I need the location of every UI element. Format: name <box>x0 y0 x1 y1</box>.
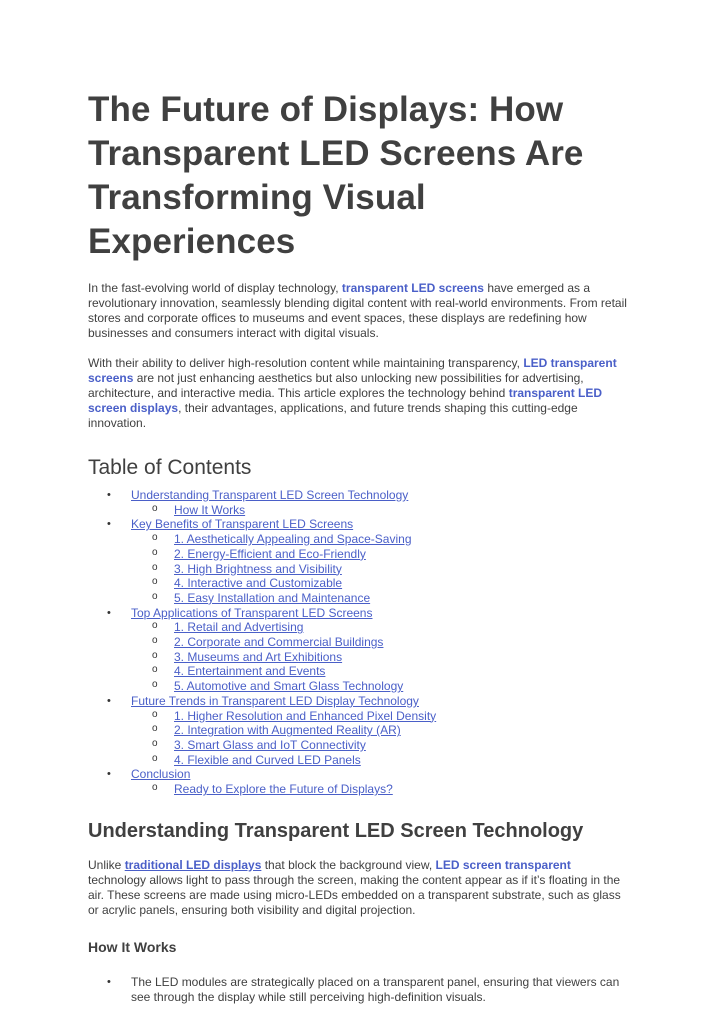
toc-subsection <box>131 723 631 738</box>
intro-paragraph-2 <box>88 356 631 431</box>
toc-subsection <box>131 562 631 577</box>
section-text: Unlike <box>88 857 125 872</box>
toc-subsection <box>131 532 631 547</box>
toc-link[interactable]: Top Applications of Transparent LED Screens <box>131 605 373 620</box>
section-text: that block the background view, <box>261 857 433 872</box>
section-heading: Understanding Transparent LED Screen Technology <box>88 819 584 842</box>
link-led-transparent-screens[interactable]: LED transparent screens <box>88 356 617 385</box>
intro-text: In the fast-evolving world of display technology, <box>88 281 339 295</box>
toc-link[interactable]: Future Trends in Transparent LED Display Technology <box>131 693 419 708</box>
toc-subsection-list <box>131 620 631 694</box>
toc-subsection-list <box>131 709 631 768</box>
intro-text: have emerged as a revolutionary innovation, seamlessly blending digital content with real-world environments. From retail stores and corporate offices to museums and event spaces, these displays are redefining how businesses and consumers interact with digital visuals. <box>88 281 627 340</box>
list-item: • The LED modules are strategically placed on a transparent panel, ensuring that viewers can see through the display while still perceiving high-definition visuals. <box>88 975 631 1005</box>
toc-section <box>88 517 631 605</box>
toc-link[interactable]: 3. Museums and Art Exhibitions <box>174 649 343 664</box>
toc-subsection <box>131 547 631 562</box>
toc-link[interactable]: 1. Aesthetically Appealing and Space-Saving <box>174 532 412 547</box>
toc-subsection <box>131 709 631 724</box>
toc-link[interactable]: Conclusion <box>131 767 191 782</box>
section-paragraph <box>88 858 631 918</box>
toc-subsection <box>131 635 631 650</box>
toc-subsection-list <box>131 782 631 797</box>
toc-link[interactable]: Key Benefits of Transparent LED Screens <box>131 517 354 532</box>
section-text: technology allows light to pass through the screen, making the content appear as if it’s floating in the air. These screens are made using micro-LEDs embedded on a transparent substrate, such as glass or acrylic panels, ensuring both visibility and digital projection. <box>88 872 621 917</box>
intro-paragraph-1 <box>88 281 631 341</box>
toc-heading: Table of Contents <box>88 456 252 479</box>
link-transparent-led-screen-displays[interactable]: transparent LED screen displays <box>88 386 603 415</box>
toc-section <box>88 488 631 517</box>
link-transparent-led-screens[interactable]: transparent LED screens <box>338 281 484 295</box>
table-of-contents <box>88 488 631 797</box>
toc-subsection <box>131 738 631 753</box>
intro-text: With their ability to deliver high-resolution content while maintaining transparency, <box>88 356 520 370</box>
toc-link[interactable]: Understanding Transparent LED Screen Technology <box>131 488 409 502</box>
toc-subsection <box>131 650 631 665</box>
toc-subsection <box>131 503 631 518</box>
subsection-heading: How It Works <box>88 938 177 955</box>
page-title: The Future of Displays: How Transparent LED Screens Are Transforming Visual Experiences <box>88 90 584 261</box>
toc-subsection <box>131 620 631 635</box>
toc-section <box>88 694 631 768</box>
toc-link[interactable]: 2. Integration with Augmented Reality (AR) <box>174 723 401 738</box>
toc-link[interactable]: 4. Interactive and Customizable <box>174 576 343 591</box>
toc-subsection-list <box>131 532 631 606</box>
toc-subsection <box>131 664 631 679</box>
toc-subsection <box>131 591 631 606</box>
toc-subsection <box>131 753 631 768</box>
link-traditional-led-displays[interactable]: traditional LED displays <box>124 857 262 872</box>
toc-section <box>88 767 631 796</box>
toc-subsection <box>131 576 631 591</box>
toc-link[interactable]: 4. Entertainment and Events <box>174 664 326 679</box>
intro-text: , their advantages, applications, and future trends shaping this cutting-edge innovation. <box>88 401 578 430</box>
toc-link[interactable]: 5. Automotive and Smart Glass Technology <box>174 679 404 694</box>
toc-link[interactable]: How It Works <box>174 502 246 517</box>
toc-subsection-list <box>131 503 631 518</box>
toc-subsection <box>131 782 631 797</box>
toc-subsection <box>131 679 631 694</box>
toc-link[interactable]: 1. Retail and Advertising <box>174 620 304 635</box>
toc-link[interactable]: 3. High Brightness and Visibility <box>174 561 342 576</box>
toc-link[interactable]: 3. Smart Glass and IoT Connectivity <box>174 737 366 752</box>
toc-link[interactable]: 2. Energy-Efficient and Eco-Friendly <box>174 546 366 561</box>
toc-link[interactable]: Ready to Explore the Future of Displays? <box>174 782 393 797</box>
how-it-works-list <box>88 975 631 1005</box>
intro-text: are not just enhancing aesthetics but also unlocking new possibilities for advertising, architecture, and interactive media. This article explores the technology behind <box>88 371 584 400</box>
link-led-screen-transparent[interactable]: LED screen transparent <box>432 857 571 872</box>
toc-link[interactable]: 4. Flexible and Curved LED Panels <box>174 752 361 767</box>
toc-link[interactable]: 2. Corporate and Commercial Buildings <box>174 635 384 650</box>
toc-section <box>88 606 631 694</box>
toc-link[interactable]: 5. Easy Installation and Maintenance <box>174 590 371 605</box>
toc-link[interactable]: 1. Higher Resolution and Enhanced Pixel Density <box>174 708 437 723</box>
